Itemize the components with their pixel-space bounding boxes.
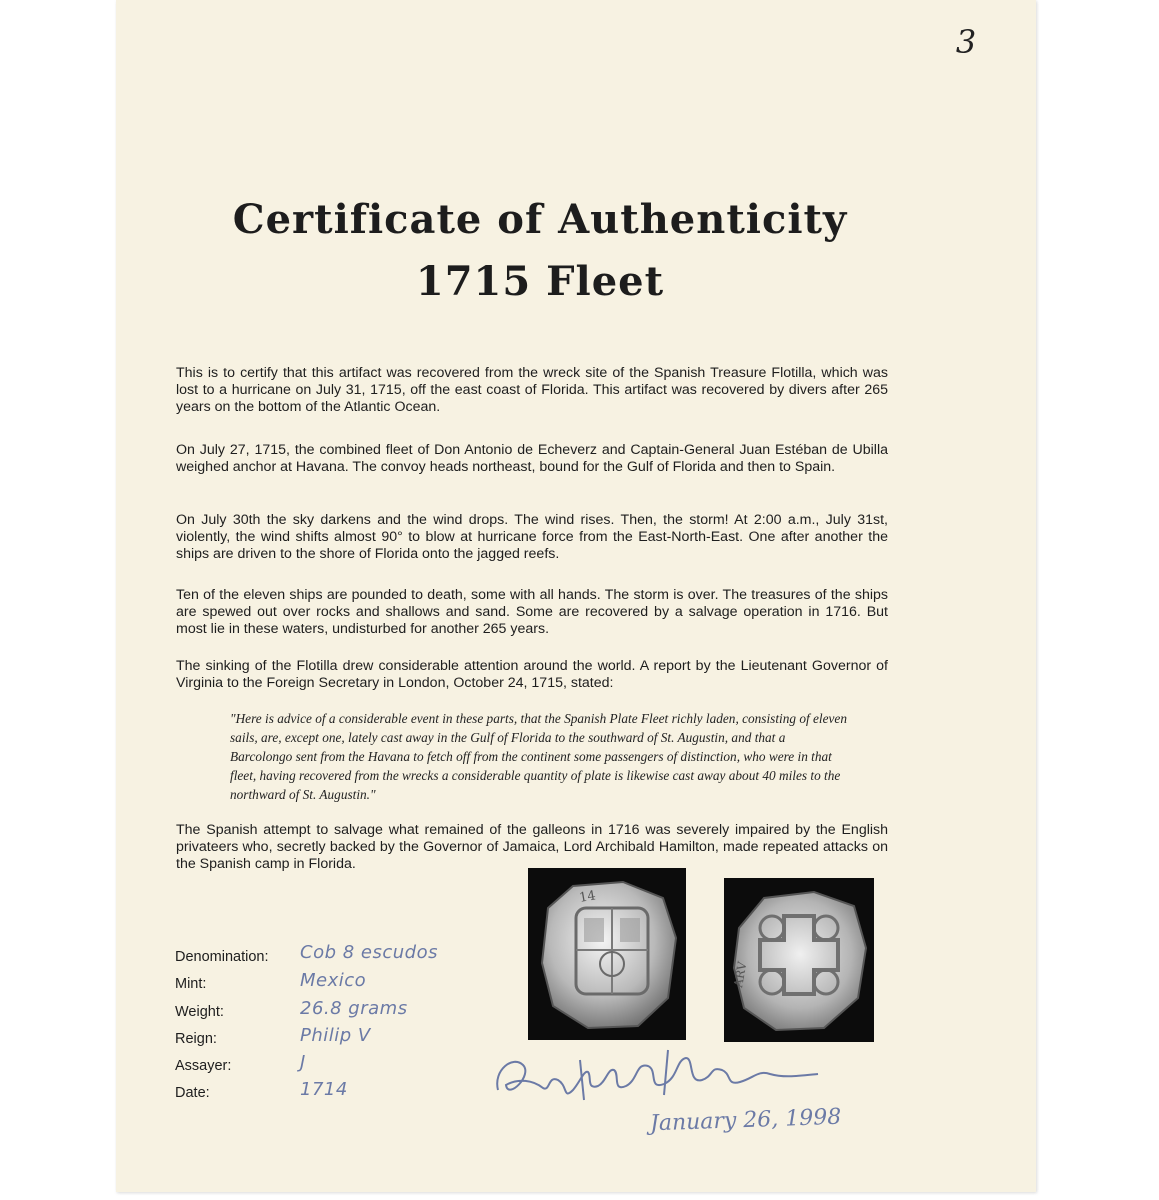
spec-label-mint: Mint: [175,976,207,992]
spec-value-date: 1714 [300,1079,348,1100]
paragraph-4: Ten of the eleven ships are pounded to death, some with all hands. The storm is over. The treasures of the ships are spewed out over rocks and shallows and sand. Some are recovered by a salvage operation in 1716. But most lie in these waters, undisturbed for another 265 years. [176,587,888,637]
handwritten-page-number: 3 [955,23,977,61]
signature-scribble [488,1040,828,1110]
paragraph-1: This is to certify that this artifact was recovered from the wreck site of the Spanish Treasure Flotilla, which was lost to a hurricane on July 31, 1715, off the east coast of Florida. This artifact was recovered by divers after 265 years on the bottom of the Atlantic Ocean. [176,365,888,415]
spec-label-assayer: Assayer: [175,1058,232,1074]
signature [488,1040,828,1110]
paragraph-3: On July 30th the sky darkens and the wind drops. The wind rises. Then, the storm! At 2:00 a.m., July 31st, violently, the wind shifts almost 90° to blow at hurricane force from the East-North-East. One after another the ships are driven to the shore of Florida onto the jagged reefs. [176,512,888,562]
spec-label-reign: Reign: [175,1031,217,1047]
spec-value-mint: Mexico [300,970,367,991]
signature-date: January 26, 1998 [649,1104,842,1137]
spec-value-denomination: Cob 8 escudos [300,942,438,963]
spec-label-weight: Weight: [175,1004,224,1020]
coin-reverse-photo [724,878,874,1042]
spec-value-reign: Philip V [300,1025,371,1046]
spec-label-denomination: Denomination: [175,949,269,965]
closing-paragraph: The Spanish attempt to salvage what remained of the galleons in 1716 was severely impaired by the English privateers who, secretly backed by the Governor of Jamaica, Lord Archibald Hamilton, made repeated attacks on the Spanish camp in Florida. [176,822,888,872]
governor-quote: "Here is advice of a considerable event in these parts, that the Spanish Plate Fleet richly laden, consisting of eleven sails, are, except one, lately cast away in the Gulf of Florida to the southward of St. Augustin, and that a Barcolongo sent from the Havana to fetch off from the continent some passengers of distinction, who were in that fleet, having recovered from the wrecks a considerable quantity of plate is likewise cast away about 40 miles to the northward of St. Augustin." [230,711,847,802]
certificate-subtitle: 1715 Fleet [415,258,665,305]
spec-label-date: Date: [175,1085,210,1101]
coin-obverse-photo [528,868,686,1040]
svg-text:ARV: ARV [731,960,750,989]
spec-value-weight: 26.8 grams [300,998,408,1019]
certificate-title: Certificate of Authenticity [232,196,848,243]
svg-text:14: 14 [578,888,597,906]
paragraph-5: The sinking of the Flotilla drew considerable attention around the world. A report by the Lieutenant Governor of Virginia to the Foreign Secretary in London, October 24, 1715, stated: [176,658,888,691]
coin-reverse-image [724,878,874,1042]
paragraph-2: On July 27, 1715, the combined fleet of Don Antonio de Echeverz and Captain-General Juan Estéban de Ubilla weighed anchor at Havana. The convoy heads northeast, bound for the Gulf of Florida and then to Spain. [176,442,888,475]
spec-value-assayer: J [300,1052,306,1073]
coin-obverse-image [528,868,686,1040]
